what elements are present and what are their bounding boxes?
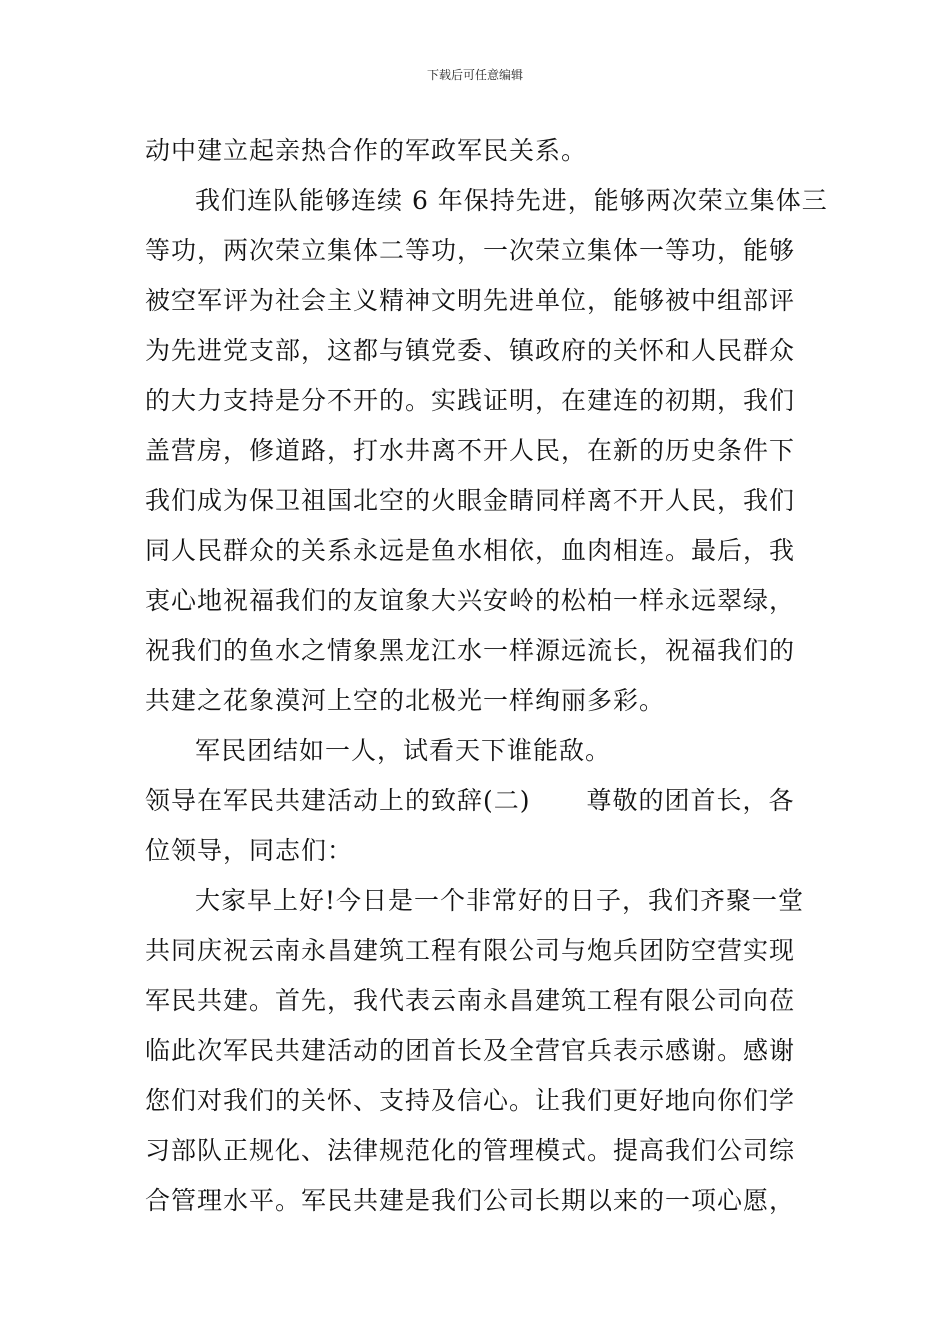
- text-line: 盖营房，修道路，打水井离不开人民，在新的历史条件下: [145, 436, 796, 465]
- text-line: 合管理水平。军民共建是我们公司长期以来的一项心愿，: [145, 1186, 796, 1215]
- text-line: 动中建立起亲热合作的军政军民关系。: [145, 136, 588, 165]
- text-line: 共建之花象漠河上空的北极光一样绚丽多彩。: [145, 686, 666, 715]
- text-line: 军民共建。首先，我代表云南永昌建筑工程有限公司向莅: [145, 986, 796, 1015]
- text-line: 习部队正规化、法律规范化的管理模式。提高我们公司综: [145, 1136, 796, 1165]
- document-body: [145, 126, 828, 1226]
- text-line: 共同庆祝云南永昌建筑工程有限公司与炮兵团防空营实现: [145, 936, 796, 965]
- text-line: 等功，两次荣立集体二等功，一次荣立集体一等功，能够: [145, 236, 796, 265]
- section-title: 领导在军民共建活动上的致辞(二): [145, 786, 531, 815]
- text-line: 被空军评为社会主义精神文明先进单位，能够被中组部评: [145, 286, 796, 315]
- salutation-line: 位领导，同志们：: [145, 836, 354, 865]
- text-line: 我们成为保卫祖国北空的火眼金睛同样离不开人民，我们: [145, 486, 796, 515]
- text-line: 的大力支持是分不开的。实践证明，在建连的初期，我们: [145, 386, 796, 415]
- text-line: 祝我们的鱼水之情象黑龙江水一样源远流长，祝福我们的: [145, 636, 796, 665]
- paragraph-start-line: 大家早上好!今日是一个非常好的日子，我们齐聚一堂: [195, 886, 805, 915]
- header-note: 下载后可任意编辑: [426, 68, 523, 82]
- section-title-line: [145, 776, 810, 826]
- text-line: 为先进党支部，这都与镇党委、镇政府的关怀和人民群众: [145, 336, 796, 365]
- text-line: 衷心地祝福我们的友谊象大兴安岭的松柏一样永远翠绿，: [145, 586, 796, 615]
- paragraph-start-line: 我们连队能够连续 6 年保持先进，能够两次荣立集体三: [195, 186, 828, 215]
- text-line: 临此次军民共建活动的团首长及全营官兵表示感谢。感谢: [145, 1036, 796, 1065]
- text-line: 您们对我们的关怀、支持及信心。让我们更好地向你们学: [145, 1086, 796, 1115]
- text-line: 同人民群众的关系永远是鱼水相依，血肉相连。最后，我: [145, 536, 796, 565]
- slogan-line: 军民团结如一人，试看天下谁能敌。: [195, 736, 612, 765]
- salutation-start: 尊敬的团首长，各: [586, 786, 795, 815]
